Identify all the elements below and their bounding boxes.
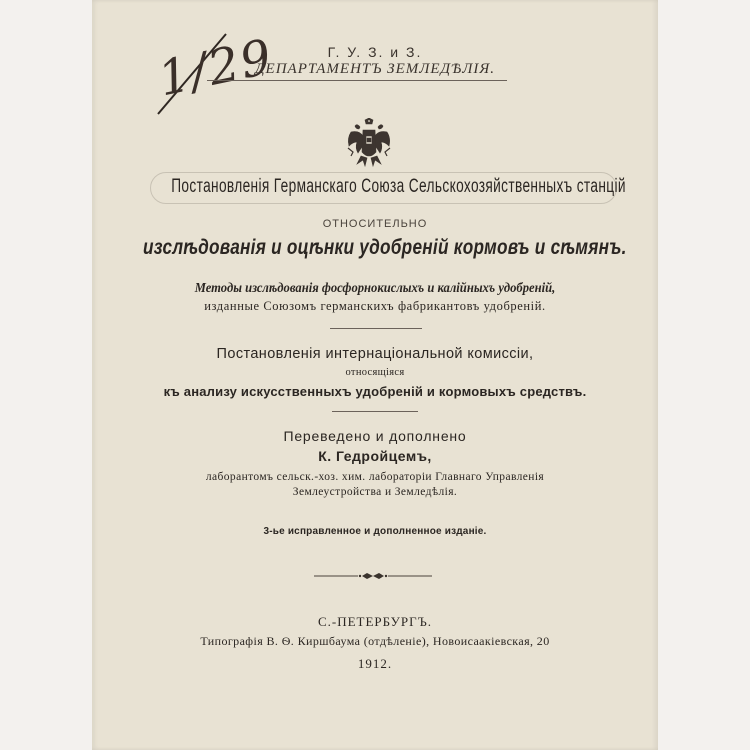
main-title-line1: Постановленія Германскаго Союза Сельскохозяйственныхъ станцій xyxy=(171,176,626,197)
header-abbreviation: Г. У. З. и З. xyxy=(327,44,423,60)
translator-position-line2: Землеустройства и Земледѣлія. xyxy=(292,486,458,498)
header-department: ДЕПАРТАМЕНТЪ ЗЕМЛЕДѢЛІЯ. xyxy=(255,61,495,77)
double-headed-eagle-icon xyxy=(345,118,393,168)
section-divider xyxy=(330,328,422,329)
imprint-printer: Типографія В. Ѳ. Киршбаума (отдѣленіе), Новоисаакіевская, 20 xyxy=(200,634,550,648)
methods-line2: изданные Союзомъ германскихъ фабрикантовъ удобреній. xyxy=(204,299,546,313)
commission-line1: Постановленія интернаціональной комиссіи, xyxy=(216,346,534,362)
main-title-line2: изслѣдованія и оцѣнки удобреній кормовъ и сѣмянъ. xyxy=(142,236,627,259)
main-title-relating: ОТНОСИТЕЛЬНО xyxy=(322,218,428,230)
translator-name: К. Гедройцемъ, xyxy=(318,448,432,464)
ornament-divider xyxy=(314,572,432,580)
commission-line2: относящіяся xyxy=(345,367,405,378)
handwritten-number: 1/29 xyxy=(153,28,279,108)
methods-line1: Методы изслѣдованія фосфорнокислыхъ и калійныхъ удобреній, xyxy=(194,281,556,296)
section-divider xyxy=(332,411,418,412)
title-page xyxy=(92,0,658,750)
commission-line3: къ анализу искусственныхъ удобреній и кормовыхъ средствъ. xyxy=(163,384,587,399)
translator-intro: Переведено и дополнено xyxy=(283,428,467,444)
translator-position-line1: лаборантомъ сельск.-хоз. хим. лабораторіи Главнаго Управленія xyxy=(205,471,545,483)
edition-note: 3-ье исправленное и дополненное изданіе. xyxy=(263,526,487,537)
imprint-city: С.-ПЕТЕРБУРГЪ. xyxy=(317,614,433,629)
header-underline xyxy=(207,80,507,81)
imprint-year: 1912. xyxy=(357,656,393,671)
